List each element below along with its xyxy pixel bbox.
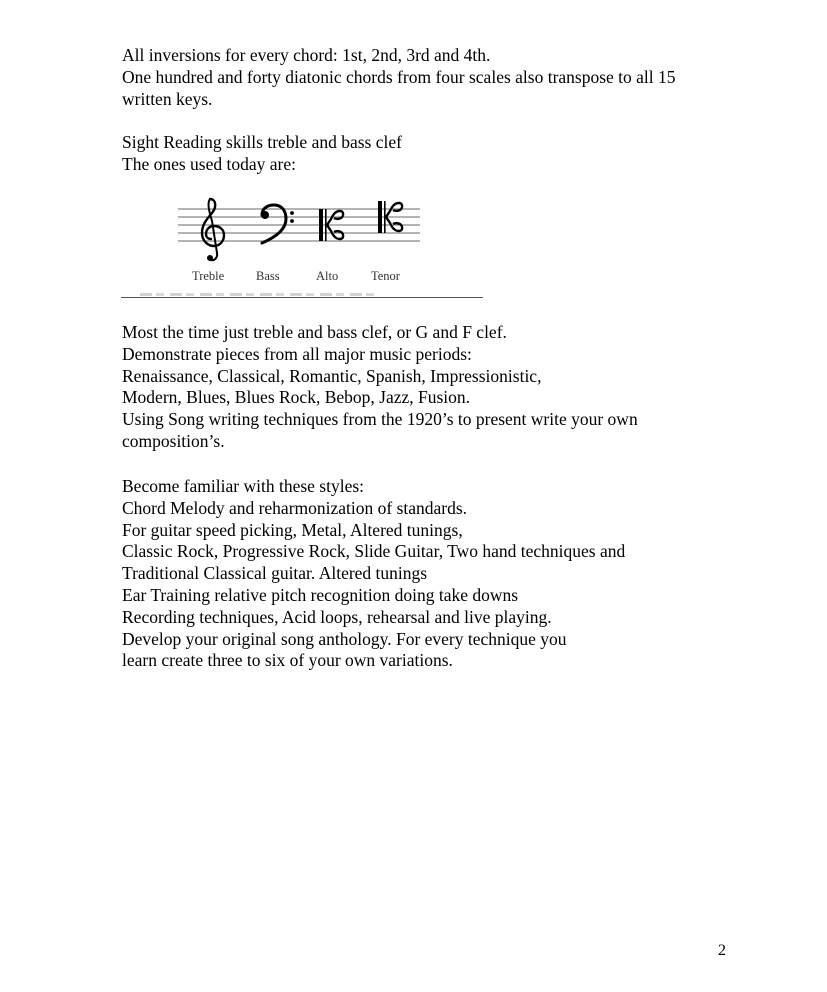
styles-line: Develop your original song anthology. For every technique you xyxy=(122,628,567,649)
styles-line: For guitar speed picking, Metal, Altered tunings, xyxy=(122,519,463,540)
bass-clef-icon xyxy=(261,205,294,243)
intro-paragraph xyxy=(122,45,762,110)
intro-line: One hundred and forty diatonic chords from four scales also transpose to all 15 xyxy=(122,66,676,87)
periods-line: Most the time just treble and bass clef, or G and F clef. xyxy=(122,322,507,342)
periods-line: Modern, Blues, Blues Rock, Bebop, Jazz, Fusion. xyxy=(122,387,471,408)
periods-line: Demonstrate pieces from all major music periods: xyxy=(122,343,472,364)
clef-label-bass: Bass xyxy=(256,269,280,283)
periods-line: Renaissance, Classical, Romantic, Spanish, Impressionistic, xyxy=(122,365,542,386)
sight-reading-line: The ones used today are: xyxy=(122,153,296,174)
intro-line: written keys. xyxy=(122,88,213,109)
styles-paragraph xyxy=(122,476,762,672)
clef-figure xyxy=(178,193,423,288)
periods-line: Using Song writing techniques from the 1920’s to present write your own xyxy=(122,409,638,430)
sight-reading-paragraph xyxy=(122,132,762,176)
styles-line: Ear Training relative pitch recognition doing take downs xyxy=(122,584,519,605)
cropped-text-remnant xyxy=(140,293,380,296)
styles-line: Recording techniques, Acid loops, rehearsal and live playing. xyxy=(122,606,552,627)
sight-reading-line: Sight Reading skills treble and bass clef xyxy=(122,132,402,152)
intro-line: All inversions for every chord: 1st, 2nd, 3rd and 4th. xyxy=(122,45,491,65)
periods-line: composition’s. xyxy=(122,430,225,451)
page-number: 2 xyxy=(718,942,726,959)
horizontal-rule xyxy=(121,297,483,298)
periods-paragraph xyxy=(122,322,762,453)
clef-label-alto: Alto xyxy=(316,269,339,283)
clef-staff-graphic xyxy=(178,193,423,265)
styles-line: learn create three to six of your own variations. xyxy=(122,650,453,671)
treble-clef-icon xyxy=(202,199,224,261)
clef-label-tenor: Tenor xyxy=(371,269,400,283)
styles-line: Become familiar with these styles: xyxy=(122,476,365,496)
styles-line: Traditional Classical guitar. Altered tunings xyxy=(122,563,428,584)
clef-label-treble: Treble xyxy=(192,269,225,283)
styles-line: Chord Melody and reharmonization of standards. xyxy=(122,497,468,518)
styles-line: Classic Rock, Progressive Rock, Slide Guitar, Two hand techniques and xyxy=(122,541,626,562)
